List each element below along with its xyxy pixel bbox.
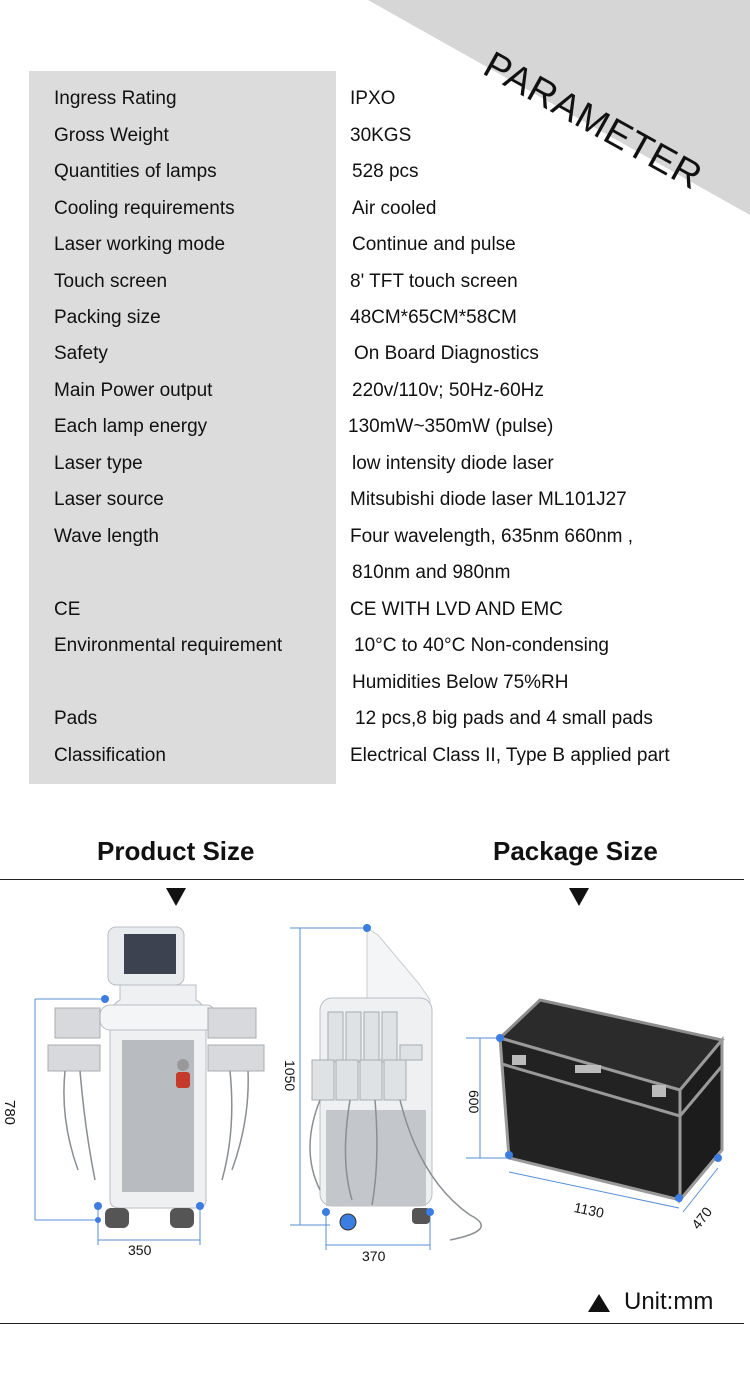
front-height-label: 780 [1,1100,18,1126]
spec-row [0,708,750,738]
spec-value: On Board Diagnostics [354,343,539,364]
package-case [466,1000,722,1212]
spec-label: Gross Weight [54,125,169,146]
spec-value: 30KGS [350,125,412,146]
spec-value: 130mW~350mW (pulse) [348,416,554,437]
spec-value: CE WITH LVD AND EMC [350,599,563,620]
spec-value: 12 pcs,8 big pads and 4 small pads [355,708,653,729]
spec-value: Four wavelength, 635nm 660nm , [350,526,634,547]
unit-label: Unit:mm [624,1288,714,1315]
spec-value: 810nm and 980nm [352,562,511,583]
spec-row [0,234,750,264]
spec-label: Each lamp energy [54,416,208,437]
spec-value: 528 pcs [352,161,419,182]
up-arrow-icon [588,1294,610,1312]
spec-row [0,307,750,337]
spec-label: Environmental requirement [54,635,283,656]
product-illustration [0,900,750,1260]
spec-row [0,635,750,665]
spec-row [0,453,750,483]
spec-label: Touch screen [54,271,168,292]
side-height-label: 1050 [282,1060,298,1092]
spec-label: Wave length [54,526,159,547]
spec-row [0,271,750,301]
spec-row [0,380,750,410]
spec-value: low intensity diode laser [352,453,554,474]
case-depth-label: 470 [688,1203,716,1233]
spec-row [0,125,750,155]
spec-row [0,161,750,191]
side-width-label: 370 [362,1248,386,1264]
spec-row [0,599,750,629]
spec-row [0,562,750,592]
spec-row [0,343,750,373]
spec-value: Humidities Below 75%RH [352,672,569,693]
machine-front-view [35,927,264,1245]
spec-row [0,745,750,775]
spec-label: Laser working mode [54,234,226,255]
spec-value: 220v/110v; 50Hz-60Hz [352,380,544,401]
spec-label: Packing size [54,307,161,328]
case-length-label: 1130 [572,1199,606,1221]
spec-row [0,198,750,228]
spec-label: Classification [54,745,166,766]
spec-value: 48CM*65CM*58CM [350,307,517,328]
spec-value: Continue and pulse [352,234,516,255]
spec-label: Quantities of lamps [54,161,217,182]
spec-value: 10°C to 40°C Non-condensing [354,635,609,656]
spec-label: Ingress Rating [54,88,177,109]
spec-label: Pads [54,708,98,729]
spec-value: IPXO [350,88,396,109]
spec-row [0,489,750,519]
spec-label: Laser source [54,489,164,510]
spec-label: CE [54,599,81,620]
section-divider [0,879,744,880]
spec-label: Laser type [54,453,143,474]
spec-row [0,526,750,556]
spec-row [0,672,750,702]
spec-value: 8' TFT touch screen [350,271,518,292]
case-height-label: 600 [466,1090,482,1114]
spec-label: Safety [54,343,108,364]
package-size-heading: Package Size [493,836,658,866]
product-size-heading: Product Size [97,836,255,866]
spec-value: Air cooled [352,198,437,219]
front-width-label: 350 [128,1242,152,1258]
spec-value: Electrical Class II, Type B applied part [350,745,670,766]
spec-row [0,88,750,118]
spec-row [0,416,750,446]
spec-label: Cooling requirements [54,198,235,219]
machine-side-view [290,924,481,1250]
parameter-title: PARAMETER [476,44,710,199]
bottom-divider [0,1323,744,1324]
spec-label: Main Power output [54,380,213,401]
spec-value: Mitsubishi diode laser ML101J27 [350,489,627,510]
